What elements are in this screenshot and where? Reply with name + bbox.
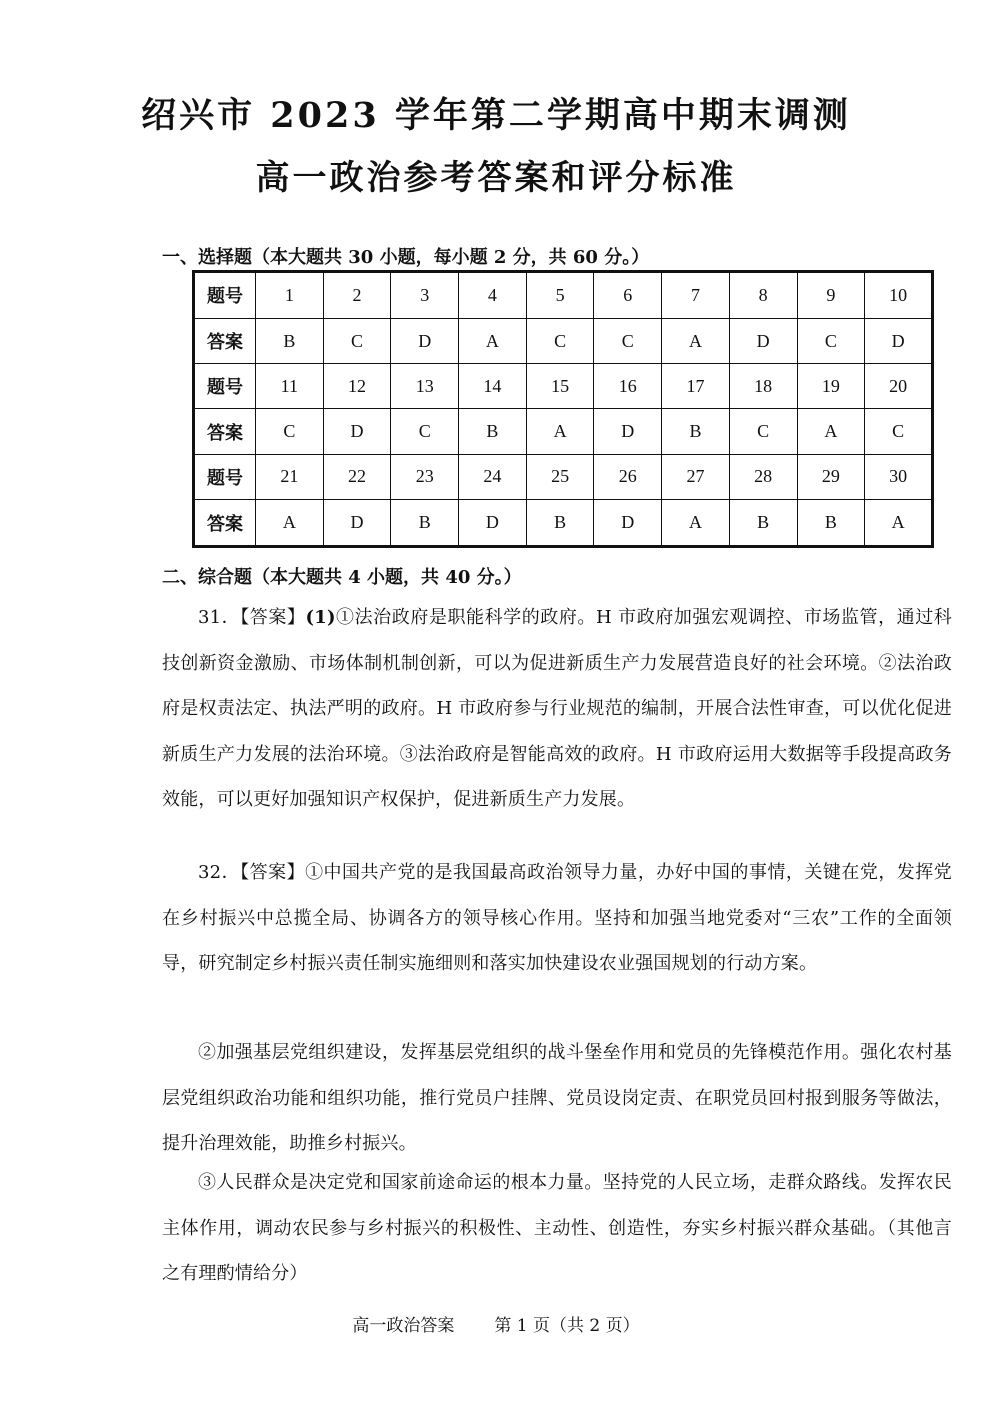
q31-prefix: 31．【答案】 — [198, 607, 306, 628]
question-number-cell: 26 — [594, 454, 662, 499]
question-number-cell: 16 — [594, 364, 662, 409]
answer-cell: B — [729, 500, 797, 547]
q32-point-1: ①中国共产党的是我国最高政治领导力量，办好中国的事情，关键在党，发挥党在乡村振兴中总揽全局、协调各方的领导核心作用。坚持和加强当地党委对“三农”工作的全面领导，研究制定乡村振兴责任制实施细则和落实加快建设农业强国规划的行动方案。 — [162, 862, 952, 974]
row-header-answer: 答案 — [194, 500, 256, 547]
question-number-cell: 1 — [256, 272, 324, 319]
question-number-cell: 17 — [662, 364, 730, 409]
answer-cell: D — [594, 500, 662, 547]
answer-cell: D — [594, 409, 662, 454]
question-number-cell: 12 — [323, 364, 391, 409]
answer-cell: B — [391, 500, 459, 547]
question-number-cell: 3 — [391, 272, 459, 319]
question-number-cell: 14 — [459, 364, 527, 409]
answer-cell: C — [323, 318, 391, 363]
answer-cell: B — [797, 500, 865, 547]
answer-cell: C — [256, 409, 324, 454]
answer-cell: A — [662, 318, 730, 363]
question-number-cell: 19 — [797, 364, 865, 409]
question-number-cell: 23 — [391, 454, 459, 499]
question-number-cell: 11 — [256, 364, 324, 409]
section-heading-choice: 一、选择题（本大题共 30 小题，每小题 2 分，共 60 分。） — [162, 247, 650, 268]
row-header-number: 题号 — [194, 364, 256, 409]
row-header-answer: 答案 — [194, 318, 256, 363]
answer-cell: B — [459, 409, 527, 454]
answer-cell: A — [526, 409, 594, 454]
answer-cell: C — [391, 409, 459, 454]
answer-row — [194, 409, 933, 454]
document-title: 绍兴市 2023 学年第二学期高中期末调测 — [141, 95, 851, 136]
answer-cell: B — [256, 318, 324, 363]
question-number-row — [194, 272, 933, 319]
question-number-cell: 5 — [526, 272, 594, 319]
question-number-cell: 18 — [729, 364, 797, 409]
page-footer — [0, 1311, 992, 1336]
question-number-cell: 22 — [323, 454, 391, 499]
answer-cell: D — [323, 409, 391, 454]
answer-row — [194, 318, 933, 363]
question-number-cell: 8 — [729, 272, 797, 319]
question-number-cell: 4 — [459, 272, 527, 319]
q32-prefix: 32．【答案】 — [198, 862, 306, 883]
answer-cell: A — [256, 500, 324, 547]
question-number-cell: 28 — [729, 454, 797, 499]
answer-cell: C — [526, 318, 594, 363]
question-32-answer — [162, 850, 952, 987]
question-number-cell: 21 — [256, 454, 324, 499]
q31-text: ①法治政府是职能科学的政府。H 市政府加强宏观调控、市场监管，通过科技创新资金激励、市场体制机制创新，可以为促进新质生产力发展营造良好的社会环境。②法治政府是权责法定、执法严明的政府。H 市政府参与行业规范的编制，开展合法性审查，可以优化促进新质生产力发展的法治环境。③法治政府是智能高效的政府。H 市政府运用大数据等手段提高政务效能，可以更好加强知识产权保护，促进新质生产力发展。 — [162, 607, 953, 810]
footer-subject: 高一政治答案 — [352, 1316, 455, 1336]
answer-cell: D — [323, 500, 391, 547]
answer-cell: C — [594, 318, 662, 363]
answer-cell: A — [865, 500, 933, 547]
question-number-cell: 29 — [797, 454, 865, 499]
question-number-cell: 20 — [865, 364, 933, 409]
row-header-number: 题号 — [194, 454, 256, 499]
q31-mark: (1) — [305, 607, 336, 628]
question-31-answer — [162, 595, 952, 823]
answer-cell: A — [459, 318, 527, 363]
answer-cell: D — [729, 318, 797, 363]
answer-cell: C — [729, 409, 797, 454]
question-number-cell: 15 — [526, 364, 594, 409]
answer-cell: B — [662, 409, 730, 454]
row-header-answer: 答案 — [194, 409, 256, 454]
question-number-cell: 9 — [797, 272, 865, 319]
answer-cell: D — [391, 318, 459, 363]
answer-cell: A — [662, 500, 730, 547]
question-number-row — [194, 364, 933, 409]
q32-point-2: ②加强基层党组织建设，发挥基层党组织的战斗堡垒作用和党员的先锋模范作用。强化农村基层党组织政治功能和组织功能，推行党员户挂牌、党员设岗定责、在职党员回村报到服务等做法，提升治理效能，助推乡村振兴。 — [162, 1042, 952, 1154]
question-number-cell: 10 — [865, 272, 933, 319]
document-subtitle: 高一政治参考答案和评分标准 — [255, 158, 737, 198]
question-number-cell: 24 — [459, 454, 527, 499]
answer-table — [192, 270, 934, 548]
answer-cell: D — [865, 318, 933, 363]
question-number-cell: 7 — [662, 272, 730, 319]
question-number-row — [194, 454, 933, 499]
q32-point-3: ③人民群众是决定党和国家前途命运的根本力量。坚持党的人民立场，走群众路线。发挥农民主体作用，调动农民参与乡村振兴的积极性、主动性、创造性，夯实乡村振兴群众基础。（其他言之有理酌情给分） — [162, 1172, 952, 1284]
row-header-number: 题号 — [194, 272, 256, 319]
answer-row — [194, 500, 933, 547]
answer-cell: D — [459, 500, 527, 547]
question-number-cell: 13 — [391, 364, 459, 409]
answer-cell: C — [797, 318, 865, 363]
question-number-cell: 27 — [662, 454, 730, 499]
footer-page-number: 第 1 页（共 2 页） — [494, 1316, 640, 1336]
answer-cell: A — [797, 409, 865, 454]
question-number-cell: 6 — [594, 272, 662, 319]
question-number-cell: 2 — [323, 272, 391, 319]
question-number-cell: 30 — [865, 454, 933, 499]
answer-cell: C — [865, 409, 933, 454]
section-heading-comprehensive: 二、综合题（本大题共 4 小题，共 40 分。） — [162, 567, 522, 588]
question-number-cell: 25 — [526, 454, 594, 499]
answer-cell: B — [526, 500, 594, 547]
